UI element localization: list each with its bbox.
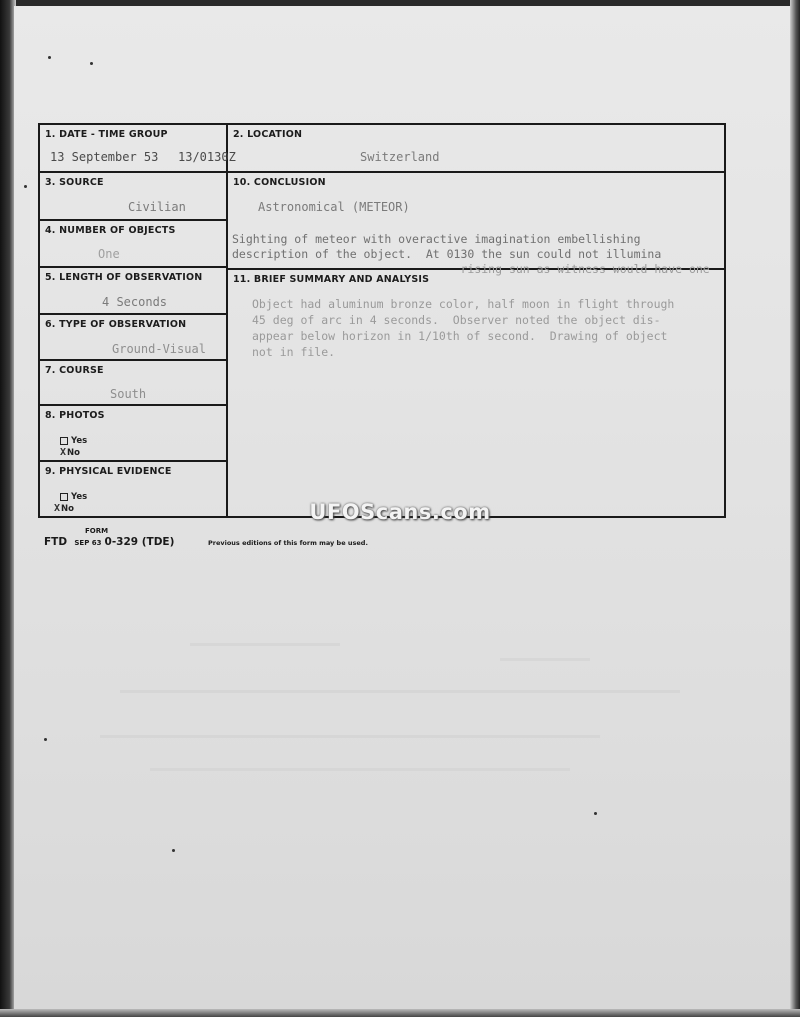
summary-label: 11. BRIEF SUMMARY AND ANALYSIS	[233, 274, 430, 285]
source-label: 3. SOURCE	[45, 177, 104, 188]
bleed-through	[500, 658, 590, 661]
course-label: 7. COURSE	[45, 365, 104, 376]
scan-speck	[48, 56, 51, 59]
checkbox-icon	[60, 437, 68, 445]
field-location	[228, 125, 724, 173]
bleed-through	[190, 643, 340, 646]
x-mark-icon: X	[60, 447, 66, 458]
form-designation	[44, 536, 174, 548]
location-label: 2. LOCATION	[233, 129, 303, 140]
physical-evidence-no-label: No	[61, 504, 74, 514]
scan-speck	[90, 62, 93, 65]
bleed-through	[100, 735, 600, 738]
summary-line-2: 45 deg of arc in 4 seconds. Observer noted the object dis-	[252, 313, 661, 327]
location-value: Switzerland	[360, 150, 440, 164]
photos-yes-option[interactable]	[60, 436, 87, 446]
ftd-label: FTD	[44, 536, 68, 548]
scan-speck	[44, 738, 47, 741]
form-word: FORM	[85, 527, 109, 535]
conclusion-comment-line-1: Sighting of meteor with overactive imagination embellishing	[232, 232, 641, 246]
type-of-observation-label: 6. TYPE OF OBSERVATION	[45, 319, 187, 330]
previous-editions-note: Previous editions of this form may be used.	[208, 539, 368, 547]
scan-speck	[594, 812, 597, 815]
time-value: 13/0130Z	[178, 150, 236, 164]
conclusion-value: Astronomical (METEOR)	[258, 200, 410, 214]
field-conclusion	[228, 173, 724, 276]
physical-evidence-label: 9. PHYSICAL EVIDENCE	[45, 466, 172, 477]
bleed-through	[150, 768, 570, 771]
project-record-card	[38, 123, 726, 518]
summary-line-1: Object had aluminum bronze color, half moon in flight through	[252, 297, 675, 311]
x-mark-icon: X	[54, 503, 60, 514]
field-course	[40, 361, 228, 406]
physical-evidence-yes-label: Yes	[71, 492, 88, 502]
conclusion-comment-line-2: description of the object. At 0130 the sun could not illumina	[232, 247, 662, 261]
bleed-through	[120, 690, 680, 693]
summary-line-3: appear below horizon in 1/10th of second. Drawing of object	[252, 329, 668, 343]
scan-bottom-edge	[0, 1009, 800, 1017]
conclusion-comment-line-3: rising sun as witness would have one	[232, 262, 710, 276]
type-of-observation-value: Ground-Visual	[112, 342, 206, 356]
field-photos	[40, 406, 228, 462]
field-length-of-observation	[40, 268, 228, 315]
field-source	[40, 173, 228, 221]
summary-line-4: not in file.	[252, 345, 336, 359]
photos-label: 8. PHOTOS	[45, 410, 105, 421]
field-number-of-objects	[40, 221, 228, 268]
form-date-code: SEP 63	[74, 539, 102, 547]
watermark: UFOScans.com	[309, 500, 491, 524]
conclusion-label: 10. CONCLUSION	[233, 177, 326, 188]
length-of-observation-label: 5. LENGTH OF OBSERVATION	[45, 272, 203, 283]
photos-no-option[interactable]	[60, 447, 80, 458]
number-of-objects-value: One	[98, 247, 120, 261]
photos-yes-label: Yes	[71, 436, 88, 446]
field-date-time-group	[40, 125, 236, 173]
number-of-objects-label: 4. NUMBER OF OBJECTS	[45, 225, 176, 236]
photos-no-label: No	[67, 448, 80, 458]
date-time-group-label: 1. DATE - TIME GROUP	[45, 129, 168, 140]
source-value: Civilian	[128, 200, 186, 214]
date-value: 13 September 53	[50, 150, 159, 164]
scan-speck	[172, 849, 175, 852]
field-brief-summary	[228, 270, 724, 516]
course-value: South	[110, 387, 147, 401]
length-of-observation-value: 4 Seconds	[102, 295, 168, 309]
field-type-of-observation	[40, 315, 228, 361]
scan-speck	[24, 185, 27, 188]
form-number: 0-329 (TDE)	[104, 536, 175, 548]
